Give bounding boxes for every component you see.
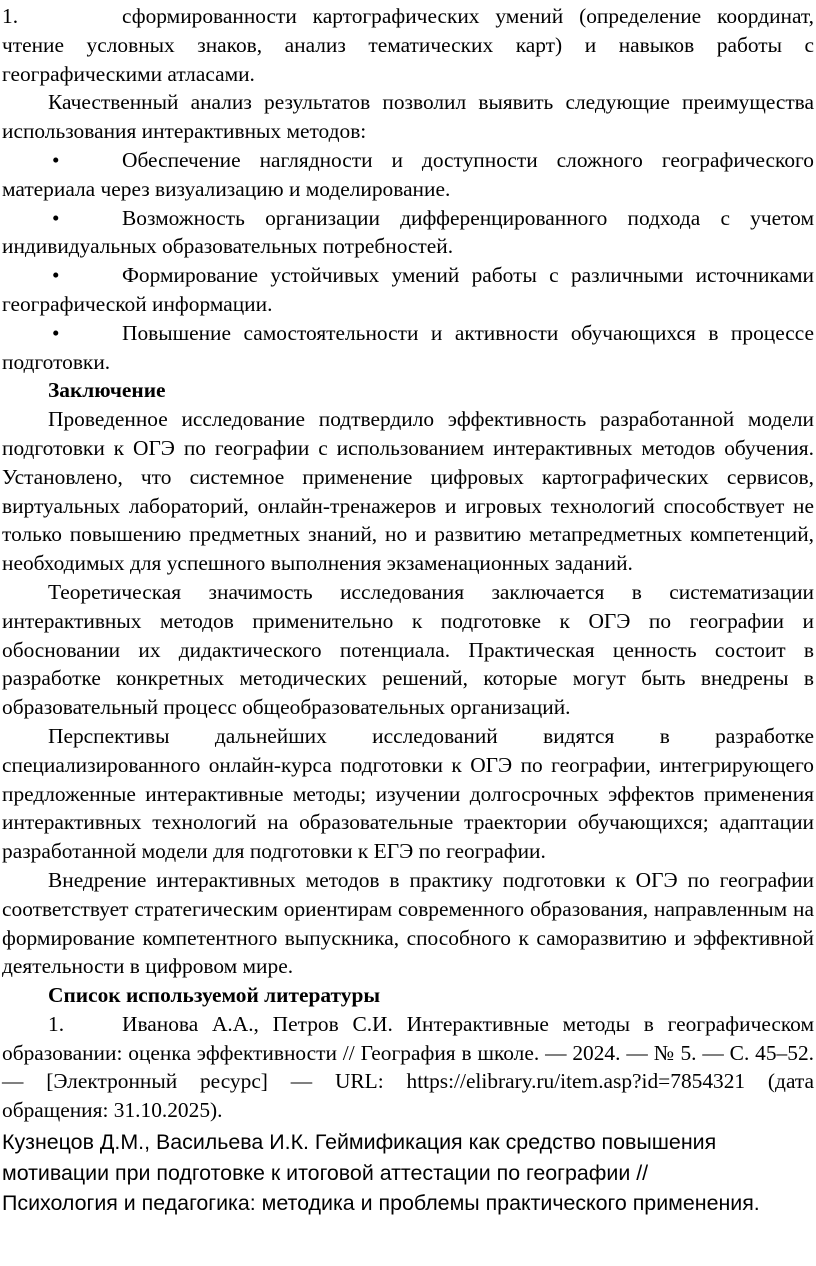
conclusion-paragraph-2: Теоретическая значимость исследования заключается в систематизации интерактивных методов применительно к подготовке к ОГЭ по географии и обосновании их дидактического потенциала. Практическая ценность состоит в разработке конкретных методических решений, которые могут быть внедрены в образовательный процесс общеобразовательных организаций. — [2, 579, 814, 720]
reference-line: Кузнецов Д.М., Васильева И.К. Геймификация как средство повышения — [2, 1130, 717, 1155]
conclusion-paragraph-3: Перспективы дальнейших исследований видятся в разработке специализированного онлайн-курса подготовки к ОГЭ по географии, интегрирующего предложенные интерактивные методы; изучении долгосрочных эффектов применения интерактивных технологий на образовательные траектории обучающихся; адаптации разработанной модели для подготовки к ЕГЭ по географии. — [2, 723, 814, 864]
reference-number: 1. — [48, 1011, 65, 1036]
list-number: 1. — [2, 4, 19, 28]
conclusion-heading: Заключение — [48, 378, 166, 403]
references-heading: Список используемой литературы — [48, 983, 381, 1008]
advantage-item-1 — [2, 146, 814, 204]
advantage-item-4 — [2, 319, 814, 377]
reference-item-2 — [2, 1127, 814, 1219]
conclusion-paragraph-1: Проведенное исследование подтвердило эффективность разработанной модели подготовки к ОГЭ по географии с использованием интерактивных методов обучения. Установлено, что системное применение цифровых картографических сервисов, виртуальных лабораторий, онлайн-тренажеров и игровых технологий способствует не только повышению предметных знаний, но и развитию метапредметных компетенций, необходимых для успешного выполнения экзаменационных заданий. — [2, 407, 814, 576]
reference-item-1 — [2, 1010, 814, 1125]
reference-line: Психология и педагогика: методика и проблемы практического применения. — [2, 1191, 760, 1216]
list-item-1 — [2, 2, 814, 88]
advantage-text: Возможность организации дифференцированного подхода с учетом индивидуальных образовательных потребностей. — [2, 205, 814, 259]
advantage-text: Формирование устойчивых умений работы с различными источниками географической информации. — [2, 263, 814, 316]
analysis-intro-paragraph: Качественный анализ результатов позволил выявить следующие преимущества использования интерактивных методов: — [2, 90, 814, 144]
bullet-icon: • — [52, 263, 60, 288]
advantage-item-3 — [2, 261, 814, 319]
reference-text: Иванова А.А., Петров С.И. Интерактивные методы в географическом образовании: оценка эффективности // География в школе. — 2024. — № 5. — С. 45–52. — [Электронный ресурс] — URL: https://elibrary.ru/item.asp?id=7854321 (дата обращения: 31.10.2025). — [2, 1011, 814, 1123]
bullet-icon: • — [52, 205, 60, 230]
bullet-icon: • — [52, 320, 60, 345]
bullet-icon: • — [52, 147, 60, 172]
advantage-text: Обеспечение наглядности и доступности сложного географического материала через визуализацию и моделирование. — [2, 147, 814, 201]
advantage-text: Повышение самостоятельности и активности обучающихся в процессе подготовки. — [2, 320, 814, 374]
conclusion-paragraph-4: Внедрение интерактивных методов в практику подготовки к ОГЭ по географии соответствует стратегическим ориентирам современного образования, направленным на формирование компетентного выпускника, способного к саморазвитию и эффективной деятельности в цифровом мире. — [2, 867, 814, 979]
advantage-item-2 — [2, 204, 814, 262]
list-item-text: сформированности картографических умений (определение координат, чтение условных знаков, анализ тематических карт) и навыков работы с географическими атласами. — [2, 4, 814, 86]
reference-line: мотивации при подготовке к итоговой аттестации по географии // — [2, 1160, 649, 1185]
